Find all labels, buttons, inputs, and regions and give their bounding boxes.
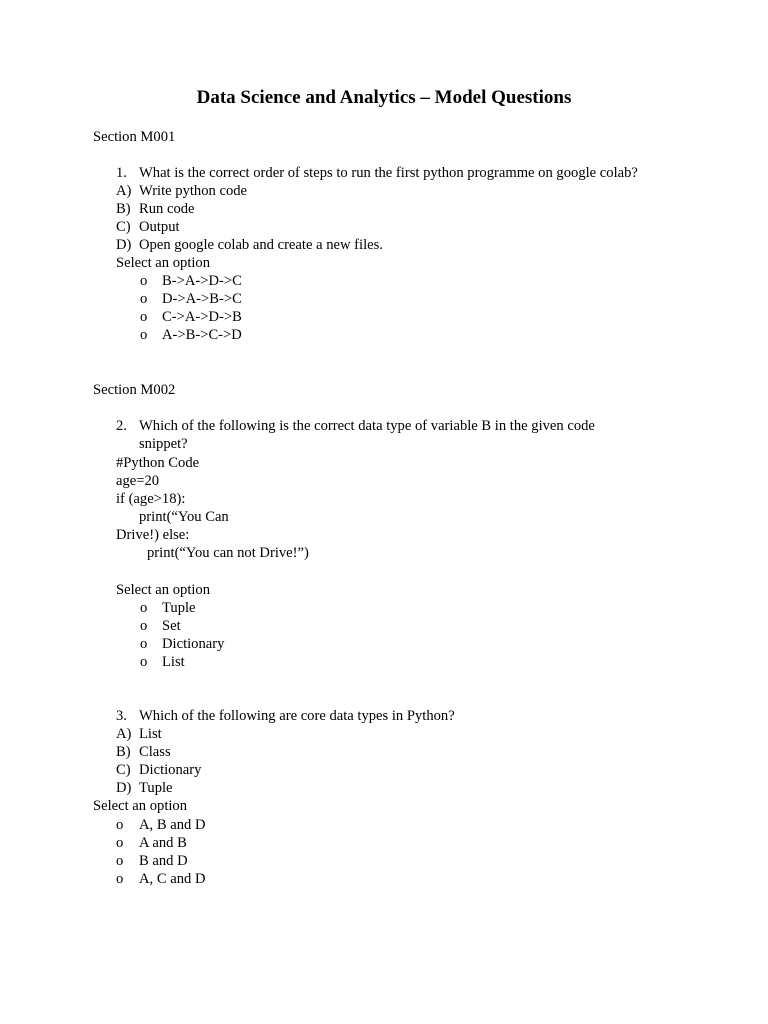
item-label: D) [116, 237, 132, 253]
code-line: print(“You Can [139, 509, 229, 525]
question-text: Which of the following is the correct data type of variable B in the given code [139, 418, 595, 434]
option-bullet-icon: o [116, 835, 124, 851]
item-label: C) [116, 762, 131, 778]
option-text: A->B->C->D [162, 327, 242, 343]
question-number: 2. [116, 418, 127, 434]
item-label: B) [116, 201, 131, 217]
option-bullet-icon: o [116, 853, 124, 869]
item-text: Run code [139, 201, 195, 217]
option-bullet-icon: o [140, 291, 148, 307]
question-text: What is the correct order of steps to run the first python programme on google colab? [139, 165, 638, 181]
option-text: Set [162, 618, 181, 634]
option-text: B->A->D->C [162, 273, 242, 289]
code-line: #Python Code [116, 455, 200, 471]
option-text: A, C and D [139, 871, 206, 887]
section-heading-m001: Section M001 [93, 129, 176, 145]
option-bullet-icon: o [116, 871, 124, 887]
option-bullet-icon: o [140, 273, 148, 289]
option-bullet-icon: o [140, 618, 148, 634]
option-text: A and B [139, 835, 187, 851]
option-text: D->A->B->C [162, 291, 242, 307]
option-text: List [162, 654, 185, 670]
item-text: Write python code [139, 183, 248, 199]
item-text: List [139, 726, 162, 742]
select-prompt: Select an option [116, 255, 211, 271]
option-bullet-icon: o [140, 654, 148, 670]
select-prompt: Select an option [116, 582, 211, 598]
code-line: if (age>18): [116, 491, 186, 507]
item-label: C) [116, 219, 131, 235]
item-text: Output [139, 219, 180, 235]
option-bullet-icon: o [140, 600, 148, 616]
item-label: D) [116, 780, 132, 796]
question-number: 3. [116, 708, 127, 724]
option-text: B and D [139, 853, 188, 869]
code-line: age=20 [116, 473, 160, 489]
item-label: A) [116, 726, 132, 742]
question-text: snippet? [139, 436, 188, 452]
option-bullet-icon: o [140, 327, 148, 343]
option-text: Tuple [162, 600, 196, 616]
item-text: Open google colab and create a new files. [139, 237, 383, 253]
item-label: A) [116, 183, 132, 199]
code-line: print(“You can not Drive!”) [147, 545, 309, 561]
option-text: Dictionary [162, 636, 225, 652]
question-text: Which of the following are core data types in Python? [139, 708, 455, 724]
option-text: C->A->D->B [162, 309, 242, 325]
item-text: Dictionary [139, 762, 202, 778]
code-line: Drive!) else: [116, 527, 190, 543]
option-bullet-icon: o [116, 817, 124, 833]
option-text: A, B and D [139, 817, 206, 833]
section-heading-m002: Section M002 [93, 382, 176, 398]
option-bullet-icon: o [140, 636, 148, 652]
item-text: Tuple [139, 780, 173, 796]
question-number: 1. [116, 165, 127, 181]
item-label: B) [116, 744, 131, 760]
select-prompt: Select an option [93, 798, 188, 814]
item-text: Class [139, 744, 171, 760]
page-title: Data Science and Analytics – Model Questions [196, 87, 572, 108]
option-bullet-icon: o [140, 309, 148, 325]
